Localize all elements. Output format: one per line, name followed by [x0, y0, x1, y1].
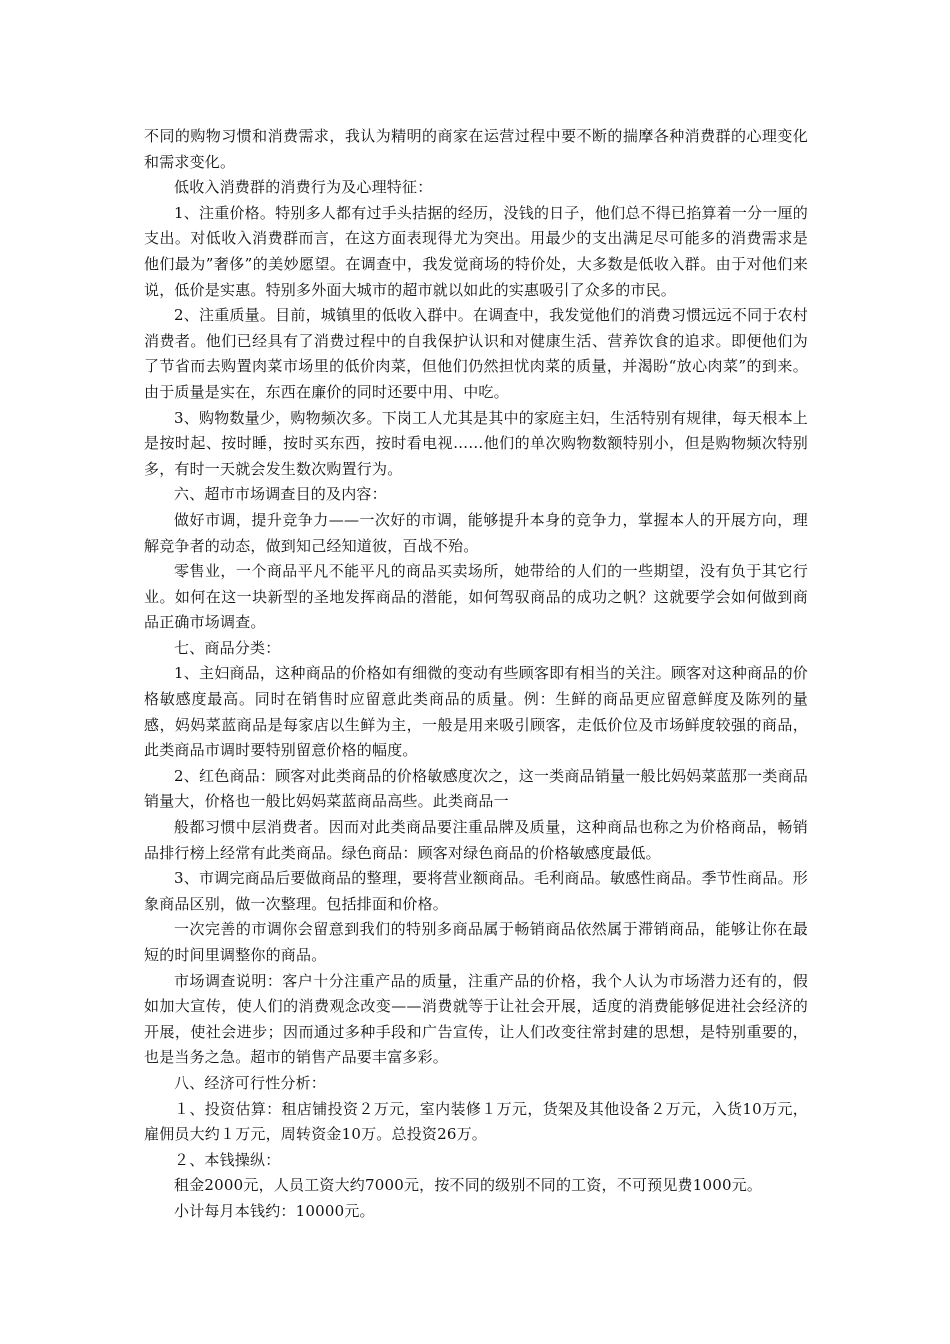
- paragraph: 低收入消费群的消费行为及心理特征：: [174, 178, 433, 197]
- paragraph: 1、主妇商品，这种商品的价格如有细微的变动有些顾客即有相当的关注。顾客对这种商品的价格敏感度最高。同时在销售时应留意此类商品的质量。例：生鲜的商品更应留意鲜度及陈列的量感，妈妈菜蓝商品是每家店以生鲜为主，一般是用来吸引顾客，走低价位及市场鲜度较强的商品，此类商品市调时要特别留意价格的幅度。: [144, 664, 808, 760]
- paragraph: 市场调查说明：客户十分注重产品的质量，注重产品的价格，我个人认为市场潜力还有的，假如加大宣传，使人们的消费观念改变——消费就等于让社会开展，适度的消费能够促进社会经济的开展，使社会进步；因而通过多种手段和广告宣传，让人们改变往常封建的思想，是特别重要的，也是当务之急。超市的销售产品要丰富多彩。: [144, 971, 808, 1067]
- paragraph: 3、市调完商品后要做商品的整理，要将营业额商品。毛利商品。敏感性商品。季节性商品。形象商品区别，做一次整理。包括排面和价格。: [144, 869, 808, 913]
- paragraph: １、投资估算：租店铺投资２万元，室内装修１万元，货架及其他设备２万元，入货10万元，雇佣员大约１万元，周转资金10万。总投资26万。: [144, 1099, 808, 1144]
- paragraph: 3、购物数量少，购物频次多。下岗工人尤其是其中的家庭主妇，生活特别有规律，每天根本上是按时起、按时睡，按时买东西，按时看电视……他们的单次购物数额特别小，但是购物频次特别多，有时一天就会发生数次购置行为。: [144, 408, 808, 478]
- document-body: [144, 124, 808, 1225]
- paragraph: 般都习惯中层消费者。因而对此类商品要注重品牌及质量，这种商品也称之为价格商品，畅销品排行榜上经常有此类商品。绿色商品：顾客对绿色商品的价格敏感度最低。: [144, 818, 808, 862]
- paragraph: 一次完善的市调你会留意到我们的特别多商品属于畅销商品依然属于滞销商品，能够让你在最短的时间里调整你的商品。: [144, 920, 808, 964]
- paragraph: 租金2000元，人员工资大约7000元，按不同的级别不同的工资，不可预见费1000元。: [174, 1176, 763, 1195]
- paragraph: ２、本钱操纵：: [174, 1150, 281, 1169]
- paragraph: 1、注重价格。特别多人都有过手头拮据的经历，没钱的日子，他们总不得已掐算着一分一厘的支出。对低收入消费群而言，在这方面表现得尤为突出。用最少的支出满足尽可能多的消费需求是他们最为”奢侈”的美妙愿望。在调查中，我发觉商场的特价处，大多数是低收入群。由于对他们来说，低价是实惠。特别多外面大城市的超市就以如此的实惠吸引了众多的市民。: [144, 203, 808, 299]
- paragraph: 小计每月本钱约：10000元。: [174, 1201, 375, 1220]
- section-heading: 八、经济可行性分析：: [174, 1073, 327, 1092]
- paragraph: 零售业，一个商品平凡不能平凡的商品买卖场所，她带给的人们的一些期望，没有负于其它行业。如何在这一块新型的圣地发挥商品的潜能，如何驾驭商品的成功之帆？这就要学会如何做到商品正确市场调查。: [144, 562, 808, 632]
- paragraph: 2、注重质量。目前，城镇里的低收入群中。在调查中，我发觉他们的消费习惯远远不同于农村消费者。他们已经具有了消费过程中的自我保护认识和对健康生活、营养饮食的追求。即便他们为了节省而去购置肉菜市场里的低价肉菜，但他们仍然担忧肉菜的质量，并渴盼“放心肉菜”的到来。由于质量是实在，东西在廉价的同时还要中用、中吃。: [144, 306, 808, 401]
- paragraph: 不同的购物习惯和消费需求，我认为精明的商家在运营过程中要不断的揣摩各种消费群的心理变化和需求变化。: [144, 127, 808, 171]
- paragraph: 做好市调，提升竞争力——一次好的市调，能够提升本身的竞争力，掌握本人的开展方向，理解竞争者的动态，做到知己经知道彼，百战不殆。: [144, 510, 808, 555]
- section-heading: 六、超市市场调查目的及内容：: [174, 485, 387, 504]
- section-heading: 七、商品分类：: [174, 638, 281, 657]
- paragraph: 2、红色商品：顾客对此类商品的价格敏感度次之，这一类商品销量一般比妈妈菜蓝那一类商品销量大，价格也一般比妈妈菜蓝商品高些。此类商品一: [144, 766, 808, 811]
